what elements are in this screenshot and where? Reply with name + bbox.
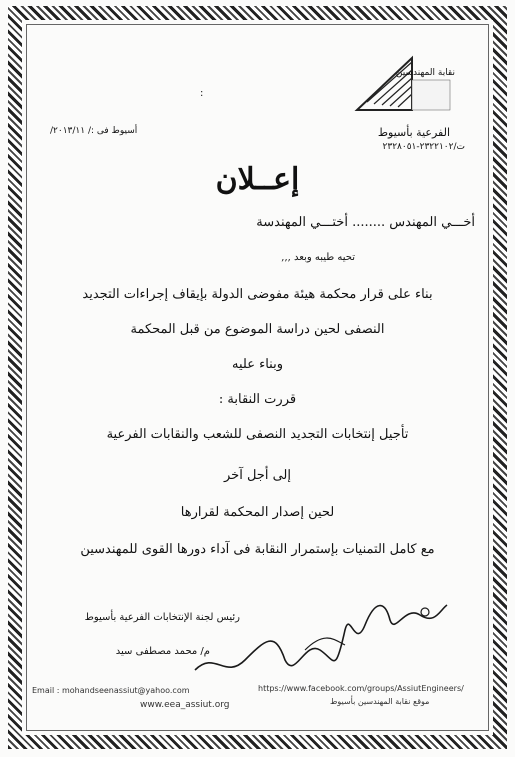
signatory-name: م/ محمد مصطفى سيد	[115, 646, 210, 657]
body-line-3: وبناء عليه	[232, 357, 283, 372]
body-line-8: مع كامل التمنيات بإستمرار النقابة فى آداء دورها القوى للمهندسين	[80, 542, 435, 557]
page-title: إعــلان	[215, 162, 300, 197]
date-line: أسيوط فى :/ ٢٠١٣/١١/	[50, 126, 138, 136]
stray-mark: :	[200, 88, 204, 99]
greeting-line: تحيه طيبه وبعد ,,,	[281, 252, 355, 263]
handwritten-signature-icon	[185, 590, 455, 685]
phone-number: ت/٢٣٢٢١٠٢-٢٣٢٨٠٥١	[382, 142, 465, 152]
footer-email: Email : mohandseenassiut@yahoo.com	[32, 686, 190, 695]
footer-facebook-label: موقع نقابة المهندسين بأسيوط	[330, 697, 430, 706]
footer-website: www.eea_assiut.org	[140, 700, 230, 710]
branch-name: الفرعية بأسيوط	[377, 126, 450, 139]
body-line-7: لحين إصدار المحكمة لقرارها	[180, 505, 335, 520]
address-line: أخـــي المهندس ........ أختـــي المهندسة	[256, 215, 475, 230]
body-line-5: تأجيل إنتخابات التجديد النصفى للشعب والنقابات الفرعية	[106, 427, 409, 442]
logo-label: نقابة المهندسين	[395, 68, 455, 78]
footer-facebook-url: https://www.facebook.com/groups/AssiutEngineers/	[258, 684, 464, 693]
body-line-6: إلى أجل آخر	[224, 468, 291, 483]
signatory-title: رئيس لجنة الإنتخابات الفرعية بأسيوط	[84, 612, 240, 623]
body-line-4: قررت النقابة :	[218, 392, 297, 407]
body-line-2: النصفى لحين دراسة الموضوع من قبل المحكمة	[130, 322, 385, 337]
body-line-1: بناء على قرار محكمة هيئة مفوضى الدولة بإيقاف إجراءات التجديد	[82, 287, 433, 302]
